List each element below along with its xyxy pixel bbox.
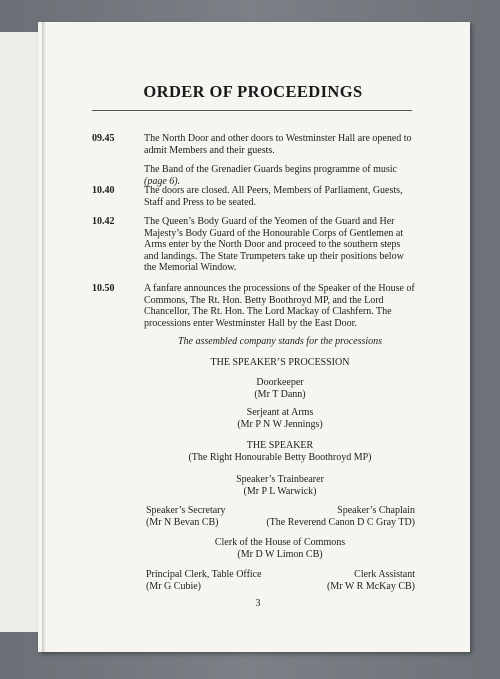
role-title: Doorkeeper bbox=[256, 377, 304, 388]
role-title: Clerk of the House of Commons bbox=[214, 537, 346, 548]
entry-text: The North Door and other doors to Westminster Hall are opened to admit Members and their guests. bbox=[144, 133, 412, 156]
procession-title: THE SPEAKER’S PROCESSION bbox=[210, 357, 350, 368]
entry-time: 09.45 bbox=[92, 133, 115, 144]
entry-time: 10.42 bbox=[92, 216, 115, 227]
role-name: (Mr D W Limon CB) bbox=[237, 549, 323, 560]
role-clerk-assistant bbox=[327, 569, 415, 593]
binding-shadow bbox=[42, 22, 46, 652]
entry-time: 10.40 bbox=[92, 185, 115, 196]
role-title: Speaker’s Secretary bbox=[146, 505, 226, 516]
role-trainbearer bbox=[144, 474, 416, 498]
page-number: 3 bbox=[255, 598, 261, 609]
role-chaplain bbox=[266, 505, 415, 529]
entry-text: The doors are closed. All Peers, Members of Parliament, Guests, Staff and Press to be seated. bbox=[144, 185, 403, 208]
role-title: Principal Clerk, Table Office bbox=[146, 569, 262, 580]
role-name: (The Right Honourable Betty Boothroyd MP) bbox=[188, 452, 372, 463]
role-title: THE SPEAKER bbox=[246, 440, 314, 451]
role-name: (The Reverend Canon D C Gray TD) bbox=[266, 517, 415, 528]
role-serjeant bbox=[144, 407, 416, 431]
role-name: (Mr N Bevan CB) bbox=[146, 517, 219, 528]
role-title: Clerk Assistant bbox=[354, 569, 415, 580]
role-title: Speaker’s Chaplain bbox=[337, 505, 415, 516]
role-speaker bbox=[144, 440, 416, 464]
title-rule bbox=[92, 110, 412, 111]
entry-time: 10.50 bbox=[92, 283, 115, 294]
page-reference: (page 6). bbox=[144, 175, 181, 187]
role-secretary bbox=[146, 505, 226, 529]
role-name: (Mr G Cubie) bbox=[146, 581, 201, 592]
entry-text: A fanfare announces the processions of the Speaker of the House of Commons, The Rt. Hon. Betty Boothroyd MP, and the Lord Chancellor, The Rt. Hon. The Lord Mackay of Clashfern. The processions enter Westminster Hall by the East Door. bbox=[144, 283, 415, 329]
role-title: Speaker’s Trainbearer bbox=[236, 474, 324, 485]
role-name: (Mr T Dann) bbox=[254, 389, 306, 400]
role-name: (Mr W R McKay CB) bbox=[327, 581, 415, 592]
entry-text: The Queen’s Body Guard of the Yeomen of the Guard and Her Majesty’s Body Guard of the Honourable Corps of Gentlemen at Arms enter by the North Door and proceed to the southern steps and landings. The State Trumpeters take up their positions below the Memorial Window. bbox=[144, 216, 404, 274]
role-doorkeeper bbox=[144, 377, 416, 401]
role-clerk-house bbox=[144, 537, 416, 561]
role-name: (Mr P L Warwick) bbox=[243, 486, 317, 497]
standing-note: The assembled company stands for the processions bbox=[177, 336, 383, 347]
entry-text-band: The Band of the Grenadier Guards begins programme of music (page 6). bbox=[144, 164, 397, 187]
role-name: (Mr P N W Jennings) bbox=[237, 419, 323, 430]
role-principal-clerk bbox=[146, 569, 262, 593]
page-title: ORDER OF PROCEEDINGS bbox=[143, 82, 363, 101]
role-title: Serjeant at Arms bbox=[246, 407, 314, 418]
